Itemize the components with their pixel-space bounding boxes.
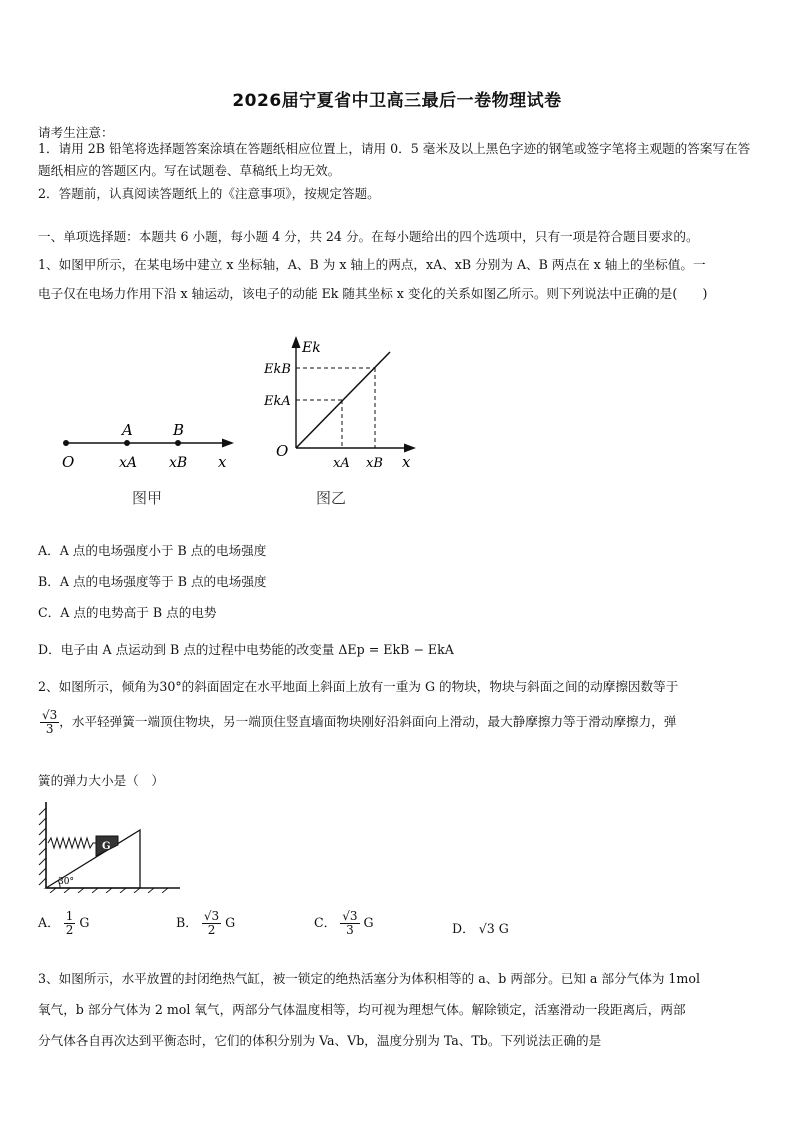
q2-option-d-label: D．	[452, 921, 475, 936]
q3-stem-line3: 分气体各自再次达到平衡态时，它们的体积分别为 Va、Vb，温度分别为 Ta、Tb。下列说法正确的是	[38, 1033, 602, 1048]
q2-mu-num: √3	[42, 708, 58, 722]
q1-option-a: A．A 点的电场强度小于 B 点的电场强度	[38, 543, 267, 558]
q2-option-c-unit: G	[363, 915, 374, 930]
fig-jia-origin-dot	[63, 440, 69, 446]
fig-jia-tick-xb: xB	[169, 455, 188, 471]
q3-stem-line1: 3、如图所示，水平放置的封闭绝热气缸，被一锁定的绝热活塞分为体积相等的 a、b 两部分。已知 a 部分气体为 1mol	[38, 971, 700, 986]
fig-jia-arrow	[222, 439, 234, 448]
fig-yi-label-origin: O	[276, 442, 289, 460]
fig-jia-label-origin: O	[62, 453, 75, 471]
q2-option-a-label: A．	[38, 915, 60, 930]
q2-option-b-label: B．	[176, 915, 198, 930]
q1-stem-line1: 1、如图甲所示，在某电场中建立 x 坐标轴，A、B 为 x 轴上的两点，xA、xB 分别为 A、B 两点在 x 轴上的坐标值。一	[38, 257, 706, 272]
fig-yi-y-label: Ek	[302, 340, 321, 356]
angle-label: 30°	[58, 877, 74, 887]
wall-hatching	[39, 808, 46, 885]
section-heading: 一、单项选择题：本题共 6 小题，每小题 4 分，共 24 分。在每小题给出的四个选项中，只有一项是符合题目要求的。	[38, 229, 699, 244]
q1-option-b: B．A 点的电场强度等于 B 点的电场强度	[38, 574, 267, 589]
q2-option-a	[38, 910, 89, 937]
figure-yi	[262, 330, 422, 480]
q2-option-c	[314, 910, 374, 937]
notice-item-2: 2．答题前，认真阅读答题纸上的《注意事项》，按规定答题。	[38, 186, 380, 201]
q2-option-c-label: C．	[314, 915, 337, 930]
q2-option-c-frac	[340, 910, 359, 937]
fig-jia-label-a: A	[122, 421, 133, 439]
fig-yi-tick-xa: xA	[333, 456, 350, 471]
q2-mu-den: 3	[45, 722, 54, 736]
q2-option-d	[452, 918, 509, 937]
fig-yi-x-arrow	[404, 444, 416, 453]
fig-jia-point-a-dot	[124, 440, 130, 446]
fig-yi-tick-xb: xB	[366, 456, 383, 471]
q2-mu-fraction	[40, 709, 59, 736]
q2-option-a-den: 2	[65, 923, 74, 937]
q2-option-b-num: √3	[203, 909, 220, 923]
figure-incline	[36, 798, 186, 893]
q2-option-b-den: 2	[207, 923, 216, 937]
q2-option-a-frac	[64, 910, 76, 937]
q2-option-b-unit: G	[225, 915, 236, 930]
q2-option-c-den: 3	[346, 923, 354, 937]
q2-option-a-unit: G	[79, 915, 90, 930]
q2-stem-line2	[40, 709, 760, 736]
q2-option-b	[176, 910, 235, 937]
fig-yi-label-eka: EkA	[264, 394, 291, 409]
fig-jia-axis-label: x	[218, 453, 227, 471]
fig-yi-y-arrow	[292, 336, 301, 348]
fig-yi-axis-label: x	[402, 453, 411, 471]
fig-jia-tick-xa: xA	[119, 455, 138, 471]
q1-option-c: C．A 点的电势高于 B 点的电势	[38, 605, 217, 620]
spring	[48, 838, 96, 848]
fig-yi-caption: 图乙	[316, 489, 347, 507]
q3-stem-line2: 氧气，b 部分气体为 2 mol 氧气，两部分气体温度相等，均可视为理想气体。解除锁定，活塞滑动一段距离后，两部	[38, 1002, 686, 1017]
q2-stem-line2-text: ，水平轻弹簧一端顶住物块，另一端顶住竖直墙面物块刚好沿斜面向上滑动，最大静摩擦力等于滑动摩擦力，弹	[59, 714, 677, 729]
q1-stem-line2: 电子仅在电场力作用下沿 x 轴运动，该电子的动能 Ek 随其坐标 x 变化的关系如图乙所示。则下列说法中正确的是( )	[38, 286, 708, 301]
notice-heading: 请考生注意：	[38, 125, 114, 140]
q2-stem-line3: 簧的弹力大小是（ ）	[38, 773, 164, 788]
fig-yi-label-ekb: EkB	[264, 362, 291, 377]
q2-option-d-unit: G	[498, 921, 509, 936]
q2-option-b-frac	[202, 910, 221, 937]
block-label: G	[102, 841, 111, 852]
fig-jia-label-b: B	[173, 421, 185, 439]
page-title: 2026届宁夏省中卫高三最后一卷物理试卷	[232, 91, 562, 111]
q2-option-d-val: √3	[478, 921, 495, 936]
q1-option-d: D．电子由 A 点运动到 B 点的过程中电势能的改变量 ΔEp = EkB − EkA	[38, 642, 454, 657]
fig-jia-caption: 图甲	[132, 489, 163, 507]
q2-option-a-num: 1	[65, 909, 74, 923]
figure-jia	[56, 412, 246, 472]
q2-option-c-num: √3	[342, 909, 358, 923]
fig-jia-point-b-dot	[175, 440, 181, 446]
q2-stem-line1: 2、如图所示，倾角为30°的斜面固定在水平地面上斜面上放有一重为 G 的物块，物块与斜面之间的动摩擦因数等于	[38, 679, 679, 694]
notice-item-1: 1．请用 2B 铅笔将选择题答案涂填在答题纸相应位置上，请用 0．5 毫米及以上黑色字迹的钢笔或签字笔将主观题的答案写在答题纸相应的答题区内。写在试题卷、草稿纸上均无效。	[38, 141, 751, 178]
